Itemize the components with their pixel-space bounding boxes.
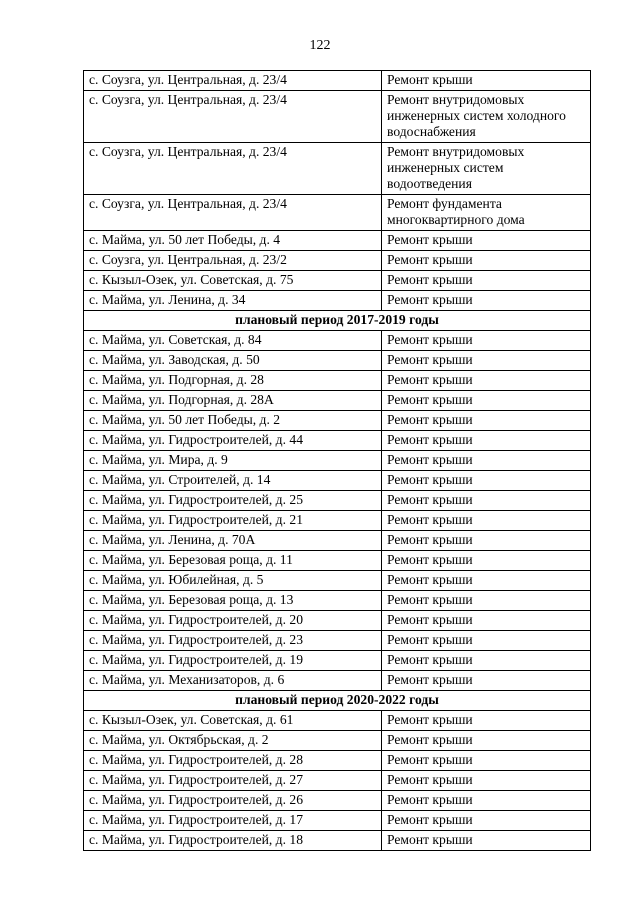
table-row bbox=[84, 471, 591, 491]
table-row bbox=[84, 195, 591, 231]
work-type-cell: Ремонт крыши bbox=[382, 711, 591, 731]
address-cell: с. Майма, ул. Юбилейная, д. 5 bbox=[84, 571, 382, 591]
table-row bbox=[84, 671, 591, 691]
address-cell: с. Майма, ул. Октябрьская, д. 2 bbox=[84, 731, 382, 751]
address-cell: с. Майма, ул. Гидростроителей, д. 21 bbox=[84, 511, 382, 531]
work-type-cell: Ремонт крыши bbox=[382, 791, 591, 811]
table-row bbox=[84, 831, 591, 851]
work-type-cell: Ремонт крыши bbox=[382, 451, 591, 471]
work-type-cell: Ремонт крыши bbox=[382, 811, 591, 831]
address-cell: с. Майма, ул. Ленина, д. 34 bbox=[84, 291, 382, 311]
work-type-cell: Ремонт внутридомовых инженерных систем холодного водоснабжения bbox=[382, 91, 591, 143]
address-cell: с. Майма, ул. 50 лет Победы, д. 4 bbox=[84, 231, 382, 251]
work-type-cell: Ремонт крыши bbox=[382, 351, 591, 371]
work-type-cell: Ремонт крыши bbox=[382, 651, 591, 671]
address-cell: с. Соузга, ул. Центральная, д. 23/4 bbox=[84, 91, 382, 143]
address-cell: с. Майма, ул. Гидростроителей, д. 25 bbox=[84, 491, 382, 511]
work-type-cell: Ремонт крыши bbox=[382, 71, 591, 91]
address-cell: с. Соузга, ул. Центральная, д. 23/4 bbox=[84, 195, 382, 231]
table-row bbox=[84, 531, 591, 551]
table-row bbox=[84, 711, 591, 731]
work-type-cell: Ремонт крыши bbox=[382, 531, 591, 551]
address-cell: с. Майма, ул. Мира, д. 9 bbox=[84, 451, 382, 471]
table-row bbox=[84, 351, 591, 371]
address-cell: с. Майма, ул. Гидростроителей, д. 28 bbox=[84, 751, 382, 771]
address-cell: с. Соузга, ул. Центральная, д. 23/2 bbox=[84, 251, 382, 271]
table-row bbox=[84, 71, 591, 91]
address-cell: с. Майма, ул. Строителей, д. 14 bbox=[84, 471, 382, 491]
work-type-cell: Ремонт крыши bbox=[382, 391, 591, 411]
table-row bbox=[84, 631, 591, 651]
work-type-cell: Ремонт крыши bbox=[382, 631, 591, 651]
table-row bbox=[84, 431, 591, 451]
work-type-cell: Ремонт крыши bbox=[382, 751, 591, 771]
work-type-cell: Ремонт крыши bbox=[382, 571, 591, 591]
table-row bbox=[84, 591, 591, 611]
table-row bbox=[84, 551, 591, 571]
address-cell: с. Майма, ул. Гидростроителей, д. 19 bbox=[84, 651, 382, 671]
table-row bbox=[84, 751, 591, 771]
address-cell: с. Майма, ул. 50 лет Победы, д. 2 bbox=[84, 411, 382, 431]
work-type-cell: Ремонт крыши bbox=[382, 411, 591, 431]
table-row bbox=[84, 91, 591, 143]
address-cell: с. Майма, ул. Березовая роща, д. 11 bbox=[84, 551, 382, 571]
work-type-cell: Ремонт крыши bbox=[382, 431, 591, 451]
address-cell: с. Майма, ул. Гидростроителей, д. 26 bbox=[84, 791, 382, 811]
work-type-cell: Ремонт крыши bbox=[382, 291, 591, 311]
table-row bbox=[84, 771, 591, 791]
table-row bbox=[84, 251, 591, 271]
table-row bbox=[84, 651, 591, 671]
section-header-row bbox=[84, 691, 591, 711]
table-row bbox=[84, 371, 591, 391]
work-type-cell: Ремонт крыши bbox=[382, 551, 591, 571]
work-type-cell: Ремонт крыши bbox=[382, 471, 591, 491]
work-type-cell: Ремонт крыши bbox=[382, 591, 591, 611]
work-type-cell: Ремонт крыши bbox=[382, 371, 591, 391]
work-type-cell: Ремонт крыши bbox=[382, 731, 591, 751]
address-cell: с. Майма, ул. Подгорная, д. 28А bbox=[84, 391, 382, 411]
table-row bbox=[84, 611, 591, 631]
address-cell: с. Майма, ул. Советская, д. 84 bbox=[84, 331, 382, 351]
table-row bbox=[84, 391, 591, 411]
table-row bbox=[84, 271, 591, 291]
repair-works-table bbox=[83, 70, 591, 851]
address-cell: с. Майма, ул. Гидростроителей, д. 20 bbox=[84, 611, 382, 631]
work-type-cell: Ремонт внутридомовых инженерных систем водоотведения bbox=[382, 143, 591, 195]
address-cell: с. Майма, ул. Гидростроителей, д. 18 bbox=[84, 831, 382, 851]
address-cell: с. Кызыл-Озек, ул. Советская, д. 61 bbox=[84, 711, 382, 731]
address-cell: с. Майма, ул. Механизаторов, д. 6 bbox=[84, 671, 382, 691]
address-cell: с. Майма, ул. Гидростроителей, д. 27 bbox=[84, 771, 382, 791]
table-row bbox=[84, 511, 591, 531]
section-title: плановый период 2020-2022 годы bbox=[84, 691, 591, 711]
table-row bbox=[84, 451, 591, 471]
work-type-cell: Ремонт крыши bbox=[382, 511, 591, 531]
work-type-cell: Ремонт крыши bbox=[382, 251, 591, 271]
work-type-cell: Ремонт крыши bbox=[382, 491, 591, 511]
table-row bbox=[84, 291, 591, 311]
address-cell: с. Майма, ул. Заводская, д. 50 bbox=[84, 351, 382, 371]
table-row bbox=[84, 731, 591, 751]
work-type-cell: Ремонт крыши bbox=[382, 611, 591, 631]
work-type-cell: Ремонт крыши bbox=[382, 231, 591, 251]
address-cell: с. Майма, ул. Гидростроителей, д. 44 bbox=[84, 431, 382, 451]
section-header-row bbox=[84, 311, 591, 331]
address-cell: с. Майма, ул. Березовая роща, д. 13 bbox=[84, 591, 382, 611]
table-row bbox=[84, 231, 591, 251]
address-cell: с. Кызыл-Озек, ул. Советская, д. 75 bbox=[84, 271, 382, 291]
work-type-cell: Ремонт крыши bbox=[382, 331, 591, 351]
table-row bbox=[84, 491, 591, 511]
page-number: 122 bbox=[309, 38, 331, 53]
repair-works-table-body bbox=[84, 71, 591, 851]
address-cell: с. Майма, ул. Подгорная, д. 28 bbox=[84, 371, 382, 391]
table-row bbox=[84, 571, 591, 591]
table-row bbox=[84, 331, 591, 351]
address-cell: с. Майма, ул. Гидростроителей, д. 23 bbox=[84, 631, 382, 651]
address-cell: с. Майма, ул. Ленина, д. 70А bbox=[84, 531, 382, 551]
work-type-cell: Ремонт крыши bbox=[382, 771, 591, 791]
table-row bbox=[84, 143, 591, 195]
table-row bbox=[84, 811, 591, 831]
address-cell: с. Соузга, ул. Центральная, д. 23/4 bbox=[84, 71, 382, 91]
work-type-cell: Ремонт фундамента многоквартирного дома bbox=[382, 195, 591, 231]
address-cell: с. Соузга, ул. Центральная, д. 23/4 bbox=[84, 143, 382, 195]
work-type-cell: Ремонт крыши bbox=[382, 671, 591, 691]
work-type-cell: Ремонт крыши bbox=[382, 831, 591, 851]
address-cell: с. Майма, ул. Гидростроителей, д. 17 bbox=[84, 811, 382, 831]
section-title: плановый период 2017-2019 годы bbox=[84, 311, 591, 331]
table-row bbox=[84, 791, 591, 811]
work-type-cell: Ремонт крыши bbox=[382, 271, 591, 291]
table-row bbox=[84, 411, 591, 431]
